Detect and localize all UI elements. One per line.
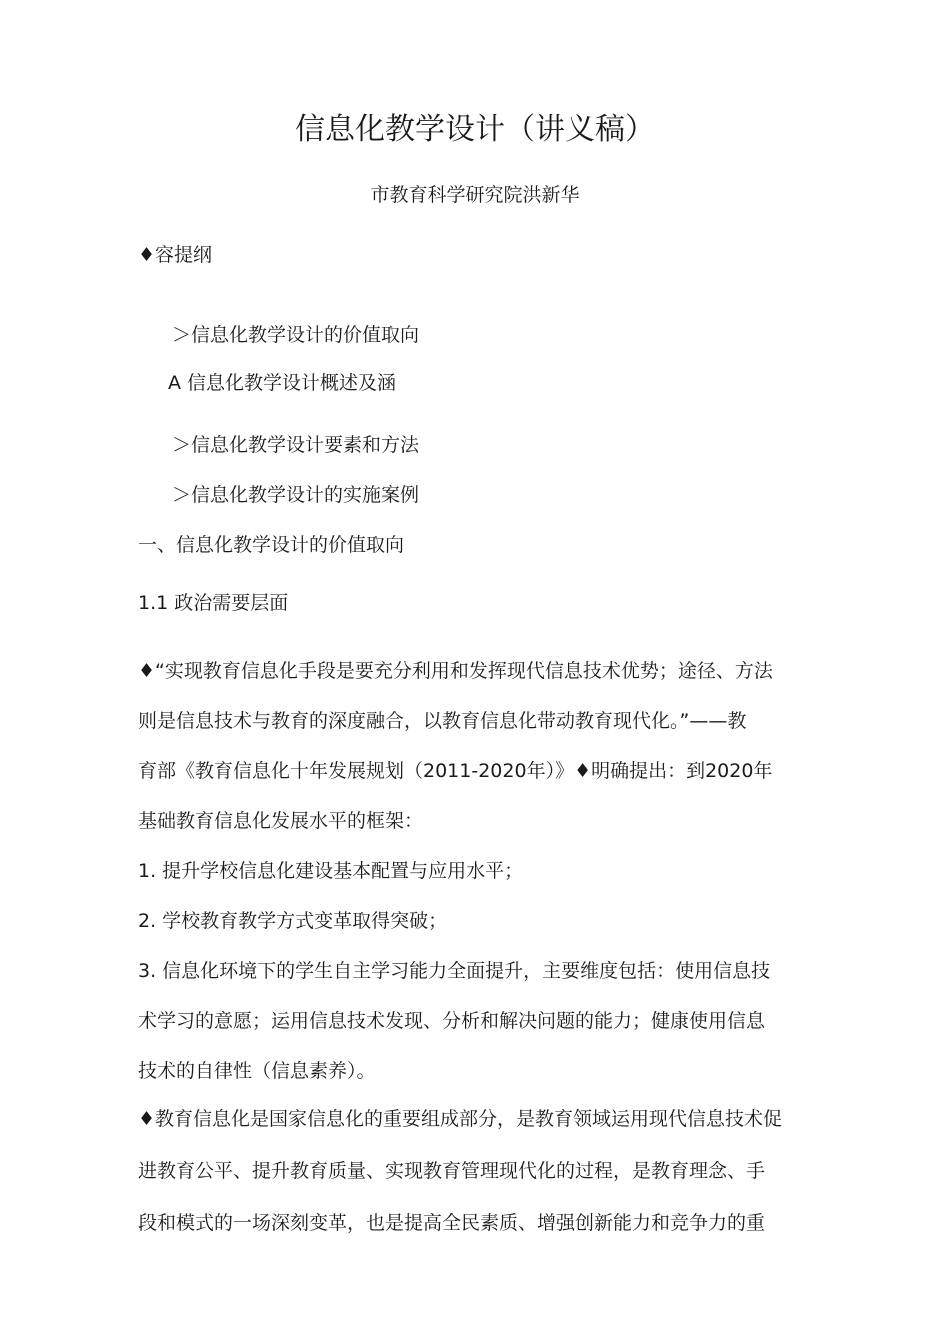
list-item: 1. 提升学校信息化建设基本配置与应用水平；	[138, 860, 524, 882]
paragraph-line: 段和模式的一场深刻变革，也是提高全民素质、增强创新能力和竞争力的重	[138, 1212, 766, 1234]
outline-heading: ♦容提纲	[138, 244, 213, 266]
outline-item: ＞信息化教学设计的价值取向	[172, 324, 420, 346]
paragraph-line: 进教育公平、提升教育质量、实现教育管理现代化的过程，是教育理念、手	[138, 1160, 766, 1182]
author-line: 市教育科学研究院洪新华	[370, 184, 580, 206]
paragraph-line: 育部《教育信息化十年发展规划（2011-2020年）》♦明确提出：到2020年	[138, 760, 773, 782]
outline-item: ＞信息化教学设计要素和方法	[172, 434, 420, 456]
list-item-line: 术学习的意愿；运用信息技术发现、分析和解决问题的能力；健康使用信息	[138, 1010, 766, 1032]
list-item-line: 3. 信息化环境下的学生自主学习能力全面提升，主要维度包括：使用信息技	[138, 960, 771, 982]
document-title: 信息化教学设计（讲义稿）	[295, 112, 655, 147]
paragraph-line: 则是信息技术与教育的深度融合，以教育信息化带动教育现代化。”——教	[138, 710, 747, 732]
subsection-heading: 1.1 政治需要层面	[138, 592, 289, 614]
outline-item: A 信息化教学设计概述及涵	[168, 372, 397, 394]
list-item: 2. 学校教育教学方式变革取得突破；	[138, 910, 448, 932]
section-heading: 一、信息化教学设计的价值取向	[138, 534, 405, 556]
paragraph-line: ♦“实现教育信息化手段是要充分利用和发挥现代信息技术优势；途径、方法	[138, 660, 773, 682]
paragraph-line: ♦教育信息化是国家信息化的重要组成部分，是教育领域运用现代信息技术促	[138, 1108, 783, 1130]
outline-item: ＞信息化教学设计的实施案例	[172, 484, 420, 506]
paragraph-line: 基础教育信息化发展水平的框架：	[138, 810, 424, 832]
list-item-line: 技术的自律性（信息素养）。	[138, 1060, 376, 1082]
